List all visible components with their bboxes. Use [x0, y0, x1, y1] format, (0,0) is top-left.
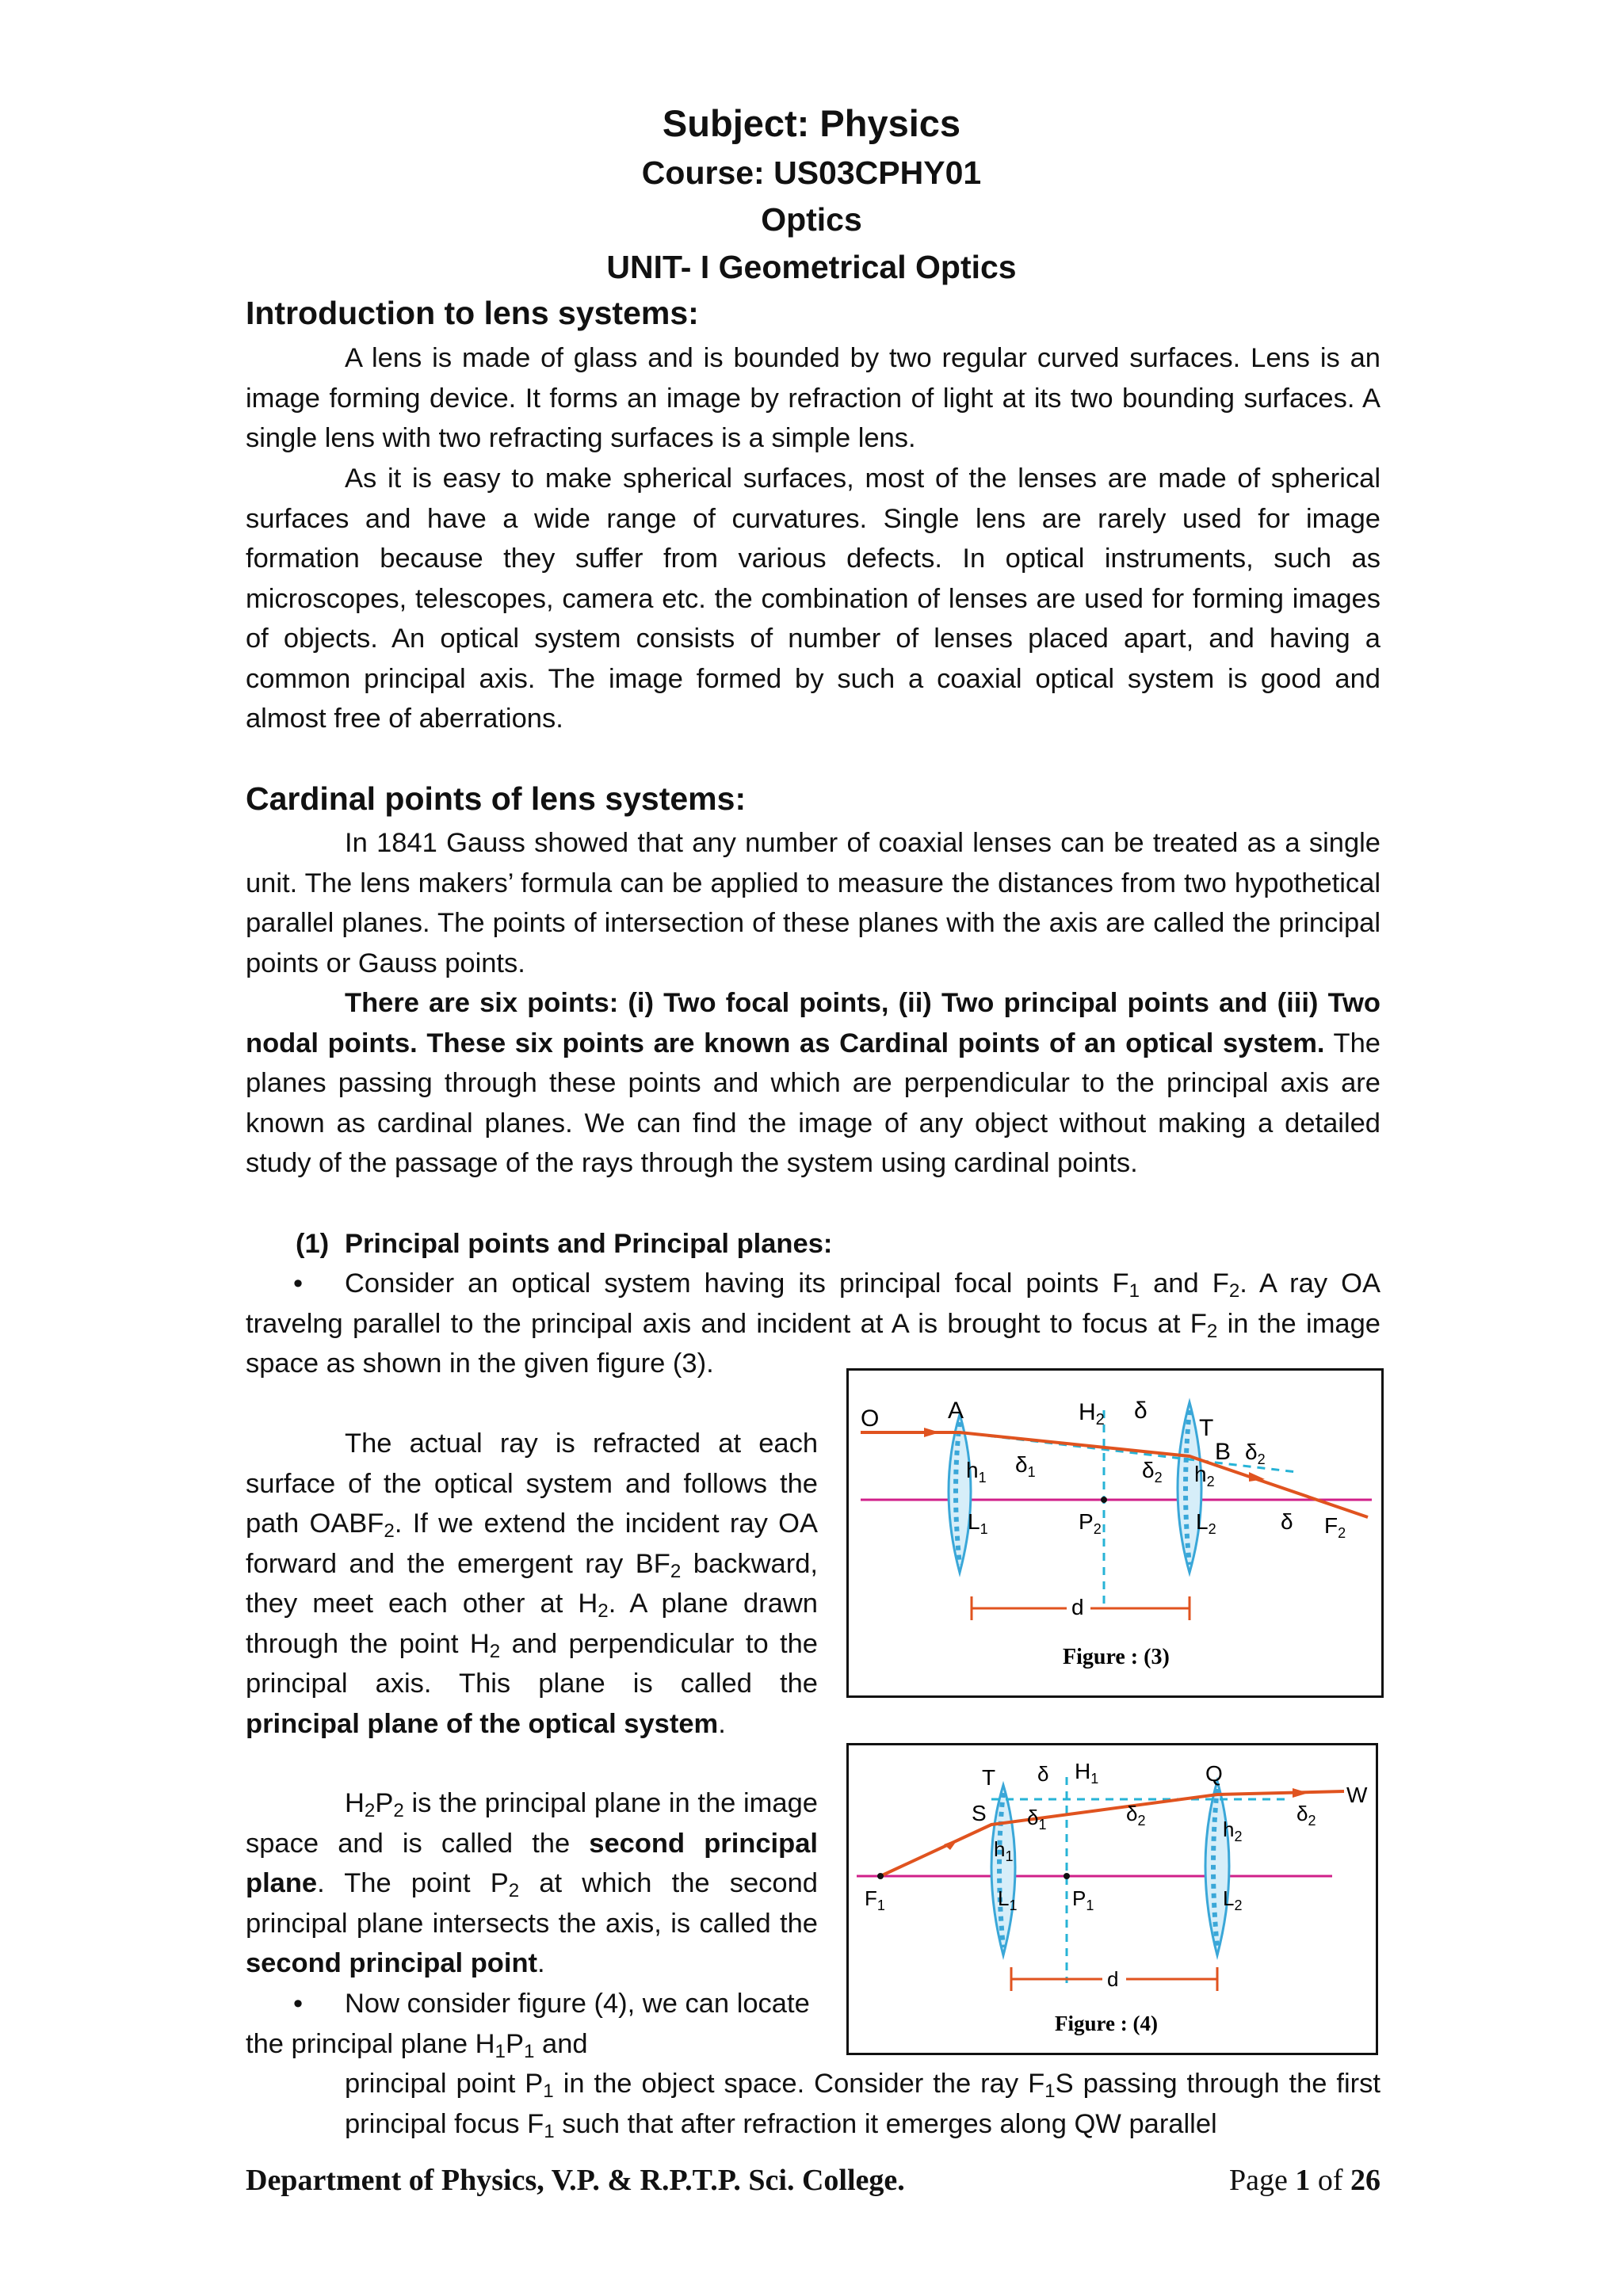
ray-arrow — [1293, 1788, 1308, 1798]
label-delta-char: δ — [1245, 1440, 1258, 1464]
label-l2 — [1223, 1886, 1242, 1913]
ray-path — [880, 1791, 1344, 1876]
ray-arrow — [944, 1839, 958, 1850]
label-d: d — [1071, 1595, 1084, 1619]
label-delta-2b — [1142, 1458, 1163, 1486]
label-delta-2 — [1245, 1440, 1266, 1467]
label-h-lower: h — [966, 1458, 979, 1482]
label-delta-char: δ — [1015, 1452, 1028, 1477]
six-points-bold: There are six points: (i) Two focal points, (ii) Two principal points and (iii) Two nodal points. These six points are known as Cardinal points of an optical system. — [246, 988, 1381, 1058]
label-h1 — [1075, 1759, 1098, 1787]
label-sub: 1 — [1027, 1464, 1036, 1480]
page-current: 1 — [1295, 2164, 1311, 2197]
label-sub: 2 — [1338, 1525, 1346, 1541]
label-p: P — [1079, 1509, 1094, 1534]
text-run: such that after refraction it emerges along QW parallel — [554, 2108, 1217, 2139]
label-h-lower: h — [1194, 1462, 1207, 1486]
label-delta-1 — [1027, 1806, 1047, 1833]
label-delta-char: δ — [1126, 1802, 1138, 1825]
label-delta: δ — [1037, 1762, 1049, 1786]
label-sub: 2 — [1206, 1474, 1215, 1489]
actual-ray-paragraph — [246, 1424, 818, 1744]
subscript: 1 — [544, 2120, 555, 2142]
cardinal-planes-text: The planes passing through these points and which are perpendicular to the principal axis are known as cardinal planes. We can find the image of any object without making a detailed study of the passage of the rays through the system using cardinal points. — [246, 1028, 1381, 1178]
label-sub: 2 — [1234, 1897, 1243, 1913]
text-run: . A plane drawn through the point H — [246, 1589, 818, 1659]
subsection-title: Principal points and Principal planes: — [345, 1229, 833, 1259]
subscript: 2 — [598, 1600, 609, 1623]
text-run: . If we extend the incident ray OA forward and the emergent ray BF — [246, 1508, 819, 1579]
bold-term: second principal plane — [246, 1828, 818, 1898]
label-b: B — [1215, 1439, 1232, 1465]
label-delta-char: δ — [1296, 1802, 1308, 1825]
text-run: and — [534, 2028, 588, 2059]
figure-3 — [846, 1368, 1384, 1698]
text-run: is the principal plane in the image space and is called the — [246, 1788, 818, 1859]
ray-path — [861, 1432, 1368, 1517]
text-run: in the image space as shown in the given figure (3). — [246, 1308, 1381, 1379]
label-t: T — [982, 1765, 996, 1790]
label-l1 — [968, 1509, 988, 1537]
label-sub: 2 — [1234, 1829, 1243, 1844]
text-run: backward, they meet each other at H — [246, 1548, 819, 1619]
label-sub: 1 — [1038, 1817, 1047, 1833]
label-h: H — [1079, 1399, 1096, 1425]
course-code: Course: US03CPHY01 — [641, 154, 982, 191]
label-sub: 1 — [1090, 1771, 1099, 1787]
page-total: 26 — [1350, 2164, 1381, 2197]
bullet-dot: • — [293, 1989, 304, 2019]
subscript: 1 — [523, 2040, 535, 2062]
label-f2 — [1324, 1513, 1346, 1541]
subsection-heading — [296, 1224, 832, 1264]
subsection-number: (1) — [296, 1229, 330, 1259]
label-o: O — [861, 1405, 880, 1432]
label-p2 — [1079, 1509, 1102, 1537]
section-heading-intro: Introduction to lens systems: — [246, 295, 699, 331]
subscript: 1 — [1044, 2081, 1056, 2103]
label-h2 — [1079, 1399, 1105, 1428]
label-sub: 2 — [1095, 1411, 1105, 1428]
subscript: 2 — [1206, 1320, 1218, 1342]
label-p: P — [1072, 1886, 1086, 1910]
footer-page-number — [1229, 2163, 1381, 2198]
bold-term: second principal point — [246, 1948, 538, 1978]
label-a: A — [948, 1398, 964, 1424]
label-h2-lower — [1194, 1462, 1215, 1489]
label-delta-1 — [1015, 1452, 1036, 1480]
label-sub: 2 — [1257, 1451, 1266, 1467]
label-f: F — [1324, 1513, 1338, 1538]
lens-2 — [1205, 1781, 1229, 1955]
subscript: 2 — [384, 1520, 395, 1543]
bullet-dot: • — [293, 1268, 304, 1299]
label-sub: 1 — [1086, 1897, 1094, 1913]
text-run: P — [375, 1788, 394, 1818]
label-sub: 2 — [1208, 1521, 1216, 1537]
subscript: 1 — [1128, 1280, 1140, 1302]
text-run: . — [718, 1708, 726, 1739]
subscript: 1 — [495, 2040, 506, 2062]
label-h: H — [1075, 1759, 1091, 1783]
page-word: Page — [1228, 2164, 1296, 2197]
label-w: W — [1346, 1783, 1368, 1807]
subscript: 2 — [508, 1880, 520, 1902]
section-heading-cardinal: Cardinal points of lens systems: — [246, 780, 747, 817]
text-run: P — [505, 2028, 524, 2059]
text-run: Now consider figure (4), we can locate the principal plane H — [246, 1989, 810, 2059]
label-delta-char: δ — [1027, 1806, 1039, 1829]
text-run: in the object space — [553, 2069, 797, 2099]
label-l: L — [1196, 1509, 1209, 1534]
label-sub: 2 — [1137, 1813, 1146, 1829]
label-p1 — [1072, 1886, 1094, 1913]
label-delta-2b — [1296, 1802, 1316, 1829]
second-principal-plane-paragraph — [246, 1783, 818, 1984]
label-sub: 1 — [978, 1470, 987, 1486]
figure-4 — [846, 1743, 1378, 2055]
label-sub: 2 — [1093, 1521, 1102, 1537]
label-l2 — [1196, 1509, 1216, 1537]
cardinal-paragraph-2 — [246, 983, 1381, 1184]
figure-4-diagram — [849, 1745, 1376, 2053]
bullet-paragraph-1 — [246, 1264, 1381, 1384]
label-q: Q — [1205, 1761, 1223, 1786]
cardinal-paragraph-1: In 1841 Gauss showed that any number of coaxial lenses can be treated as a single unit. The lens makers’ formula can be applied to measure the distances from two hypothetical parallel planes. The points of intersection of these planes with the axis are called the principal points or Gauss points. — [246, 828, 1381, 978]
label-h-lower: h — [994, 1837, 1006, 1861]
footer-department: Department of Physics, V.P. & R.P.T.P. Sci. College. — [246, 2164, 905, 2197]
point-p2 — [1101, 1497, 1107, 1503]
figure-4-caption: Figure : (4) — [1055, 2012, 1158, 2035]
label-sub: 1 — [876, 1897, 885, 1913]
label-h1 — [966, 1458, 987, 1486]
subject-title: Subject: Physics — [662, 102, 961, 144]
text-run: Consider an optical system having its principal focal points F — [345, 1268, 1129, 1299]
label-sub: 2 — [1308, 1813, 1316, 1829]
text-run: at which the second principal plane intersects the axis, is called the — [246, 1868, 818, 1939]
label-h-lower: h — [1223, 1817, 1235, 1841]
subscript: 1 — [543, 2081, 554, 2103]
text-run: . The point P — [317, 1868, 509, 1898]
text-run: The actual ray is refracted at each surface of the optical system and follows the path OABF — [246, 1428, 818, 1539]
label-sub: 1 — [1005, 1848, 1014, 1864]
label-t: T — [1199, 1415, 1214, 1441]
label-s: S — [972, 1801, 987, 1825]
subscript: 2 — [393, 1800, 404, 1822]
subscript: 2 — [670, 1560, 682, 1582]
text-run: S passing through the first principal focus F — [345, 2069, 1381, 2139]
label-h2-lower — [1223, 1817, 1242, 1844]
text-run: H — [345, 1788, 365, 1818]
label-l: L — [1223, 1886, 1235, 1910]
text-run: Consider the ray F — [804, 2069, 1045, 2099]
label-l: L — [998, 1886, 1010, 1910]
subscript: 2 — [1228, 1280, 1240, 1302]
label-sub: 1 — [1009, 1897, 1018, 1913]
unit-title: UNIT- I Geometrical Optics — [606, 249, 1017, 285]
point-f1 — [877, 1873, 884, 1879]
label-delta-char: δ — [1142, 1458, 1155, 1482]
intro-paragraph-1: A lens is made of glass and is bounded by two regular curved surfaces. Lens is an image forming device. It forms an image by refraction of light at its two bounding surfaces. A single lens with two refracting surfaces is a simple lens. — [246, 343, 1381, 453]
text-run: and F — [1140, 1268, 1229, 1299]
label-d: d — [1107, 1967, 1119, 1991]
bold-term: principal plane of the optical system — [246, 1708, 719, 1739]
label-sub: 1 — [980, 1521, 988, 1537]
bullet-paragraph-2 — [246, 1984, 818, 2064]
ray-arrow — [924, 1428, 940, 1437]
label-f: F — [865, 1886, 877, 1910]
bullet-continuation: principal point $P_1$ in the object space. Consider the ray $F_1S$ passing through the first principal focus $F_1$ such that after refraction it emerges along QW parallel — [345, 2069, 1381, 2142]
intro-paragraph-2: As it is easy to make spherical surfaces, most of the lenses are made of spherical surfaces and have a wide range of curvatures. Single lens are rarely used for image formation because they suffer from various defects. In optical instruments, such as microscopes, telescopes, camera etc. the combination of lenses are used for forming images of objects. An optical system consists of number of lenses placed apart, and having a common principal axis. The image formed by such a coaxial optical system is good and almost free of aberrations. — [246, 463, 1381, 734]
text-run: and perpendicular to the principal axis. This plane is called the — [246, 1628, 818, 1699]
subscript: 2 — [489, 1640, 501, 1662]
figure-3-diagram — [849, 1371, 1381, 1695]
label-delta-f: δ — [1281, 1509, 1293, 1534]
point-p1 — [1064, 1873, 1070, 1879]
label-f1 — [865, 1886, 885, 1913]
figure-3-caption: Figure : (3) — [1063, 1645, 1170, 1669]
label-sub: 2 — [1154, 1470, 1163, 1486]
text-run: principal point P — [345, 2069, 544, 2099]
of-word: of — [1310, 2164, 1350, 2197]
subscript: 2 — [364, 1800, 376, 1822]
text-run: . — [537, 1948, 545, 1978]
text-run: . A ray OA travelng parallel to the principal axis and incident at A is brought to focus at F — [246, 1268, 1381, 1339]
course-title: Optics — [761, 201, 862, 238]
label-delta: δ — [1134, 1398, 1148, 1424]
label-l: L — [968, 1509, 980, 1534]
